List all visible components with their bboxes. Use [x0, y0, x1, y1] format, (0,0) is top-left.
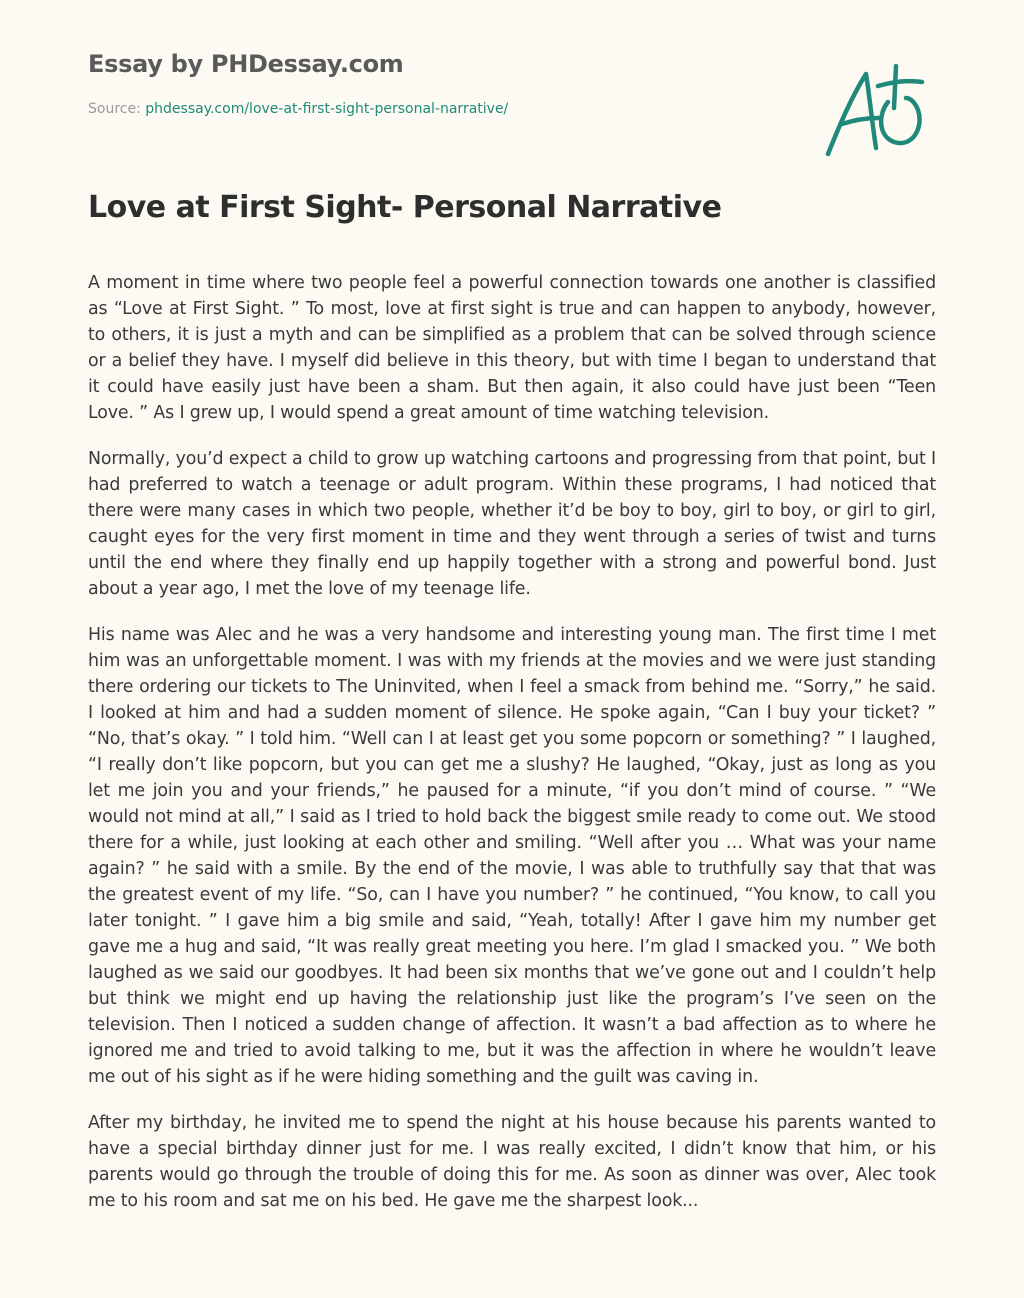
essay-paragraph-2: Normally, you’d expect a child to grow up watching cartoons and progressing from that point, but I had preferred to watch a teenage or adult program. Within these programs, I had noticed that there were many cases in which two people, whether it’d be boy to boy, girl to boy, or girl to girl, caught eyes for the very first moment in time and they went through a series of twist and turns until the end where they finally end up happily together with a strong and powerful bond. Just about a year ago, I met the love of my teenage life.: [88, 449, 936, 599]
essay-body: [88, 270, 936, 1298]
source-line: [88, 101, 508, 117]
essay-paragraph-3: His name was Alec and he was a very handsome and interesting young man. The first time I met him was an unforgettable moment. I was with my friends at the movies and we were just standing there ordering our tickets to The Uninvited, when I feel a smack from behind me. “Sorry,” he said. I looked at him and had a sudden moment of silence. He spoke again, “Can I buy your ticket? ” “No, that’s okay. ” I told him. “Well can I at least get you some popcorn or something? ” I laughed, “I really don’t like popcorn, but you can get me a slushy? He laughed, “Okay, just as long as you let me join you and your friends,” he paused for a minute, “if you don’t mind of course. ” “We would not mind at all,” I said as I tried to hold back the biggest smile ready to come out. We stood there for a while, just looking at each other and smiling. “Well after you … What was your name again? ” he said with a smile. By the end of the movie, I was able to truthfully say that that was the greatest event of my life. “So, can I have you number? ” he continued, “You know, to call you later tonight. ” I gave him a big smile and said, “Yeah, totally! After I gave him my number get gave me a hug and said, “It was really great meeting you here. I’m glad I smacked you. ” We both laughed as we said our goodbyes. It had been six months that we’ve gone out and I couldn’t help but think we might end up having the relationship just like the program’s I’ve seen on the television. Then I noticed a sudden change of affection. It wasn’t a bad affection as to where he ignored me and tried to avoid talking to me, but it was the affection in where he wouldn’t leave me out of his sight as if he were hiding something and the guilt was caving in.: [88, 625, 936, 1087]
essay-paragraph-4: After my birthday, he invited me to spend the night at his house because his parents wanted to have a special birthday dinner just for me. I was really excited, I didn’t know that him, or his parents would go through the trouble of doing this for me. As soon as dinner was over, Alec took me to his room and sat me on his bed. He gave me the sharpest look...: [88, 1113, 936, 1211]
site-title: Essay by PHDessay.com: [88, 50, 404, 78]
essay-paragraph-1: A moment in time where two people feel a powerful connection towards one another is classified as “Love at First Sight. ” To most, love at first sight is true and can happen to anybody, however, to others, it is just a myth and can be simplified as a problem that can be solved through science or a belief they have. I myself did believe in this theory, but with time I began to understand that it could have easily just have been a sham. But then again, it also could have just been “Teen Love. ” As I grew up, I would spend a great amount of time watching television.: [88, 273, 936, 423]
essay-title: Love at First Sight- Personal Narrative: [88, 190, 722, 225]
source-label: Source:: [88, 101, 146, 117]
a-plus-grade-icon: [822, 62, 930, 162]
source-link[interactable]: phdessay.com/love-at-first-sight-personal-narrative/: [145, 101, 509, 117]
